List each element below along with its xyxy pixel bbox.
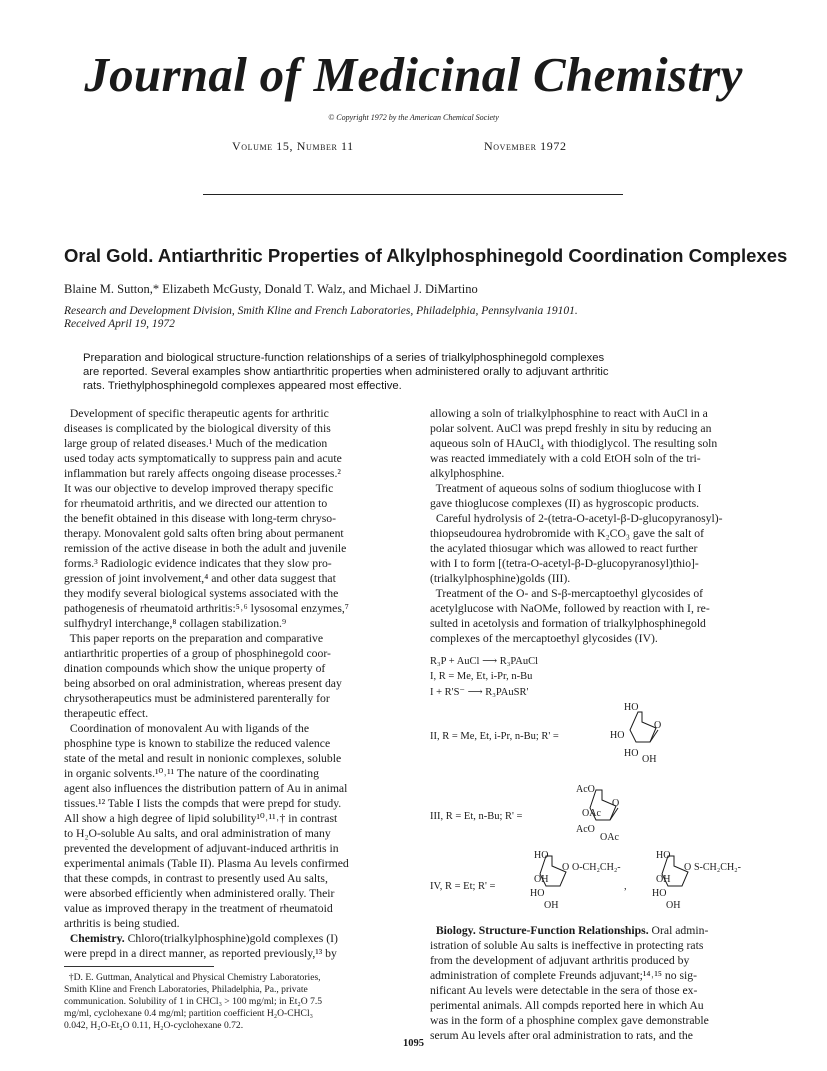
text-line: remission of the active disease in both the adult and juvenile [64, 542, 347, 555]
glucose-ring-iii [560, 782, 640, 846]
affiliation-line: Research and Development Division, Smith Kline and French Laboratories, Philadelphia, Pennsylvania 19101. [64, 305, 578, 317]
received-date: Received April 19, 1972 [64, 318, 175, 330]
text-line: gave thioglucose complexes (II) as hygroscopic products. [430, 497, 700, 510]
text-line: Treatment of aqueous solns of sodium thioglucose with I [430, 482, 702, 495]
text-line: experimental animals (Table II). Plasma Au levels confirmed [64, 857, 349, 870]
text-line: pathogenesis of rheumatoid arthritis:⁵˒⁶ lysosomal enzymes,⁷ [64, 602, 349, 615]
text-line: value as improved therapy in the treatment of rheumatoid [64, 902, 333, 915]
sugar-label: OH [642, 754, 657, 765]
page-number: 1095 [403, 1038, 424, 1049]
abstract-line: rats. Triethylphosphinegold complexes appeared most effective. [83, 380, 402, 392]
sugar-label: HO [624, 702, 639, 713]
ring-bond [630, 712, 656, 742]
compound-ii-label: II, R = Me, Et, i-Pr, n-Bu; R' = [430, 731, 559, 742]
text-line: perimental animals. All compds reported here in which Au [430, 999, 704, 1012]
sugar-label: AcO [576, 784, 595, 795]
text-line: for rheumatoid arthritis, and we directed our attention to [64, 497, 328, 510]
text-line: was in the form of a phosphine complex gave demonstrable [430, 1014, 709, 1027]
text-line: thiopseudourea hydrobromide with K₂CO₃ gave the salt of [430, 527, 704, 540]
right-column [430, 406, 770, 646]
text-line: therapy. Monovalent gold salts often bring about permanent [64, 527, 344, 540]
sugar-label: O [684, 862, 692, 873]
glucose-ring-ii [600, 700, 680, 770]
biology-first-line [430, 923, 770, 938]
text-line: diseases is complicated by the biological diversity of this [64, 422, 331, 435]
text-line: polar solvent. AuCl was prepd freshly in situ by reducing an [430, 422, 712, 435]
text-line: phosphine type is known to stabilize the reduced valence [64, 737, 331, 750]
issue-date: November 1972 [484, 139, 567, 153]
text-line: sulted in acetolysis and formation of trialkylphosphinegold [430, 617, 706, 630]
copyright-notice: © Copyright 1972 by the American Chemical Society [328, 113, 499, 122]
sugar-label: OAc [600, 832, 619, 843]
chemistry-text: Chloro(trialkylphosphine)gold complexes (I) [127, 932, 338, 945]
text-line: gression of joint involvement,⁴ and other data suggest that [64, 572, 336, 585]
text-line: Careful hydrolysis of 2-(tetra-O-acetyl-β-D-glucopyranosyl)- [430, 512, 723, 525]
text-line: It was our objective to develop improved therapy specific [64, 482, 334, 495]
text-line: allowing a soln of trialkylphosphine to react with AuCl in a [430, 407, 708, 420]
text-line: to H₂O-soluble Au salts, and oral administration of many [64, 827, 331, 840]
text-line: chrysotherapeutics must be administered parenterally for [64, 692, 330, 705]
text-line: used today acts symptomatically to suppress pain and acute [64, 452, 342, 465]
text-line: antiarthritic properties of a group of phosphinegold coor- [64, 647, 331, 660]
text-line: with I to form [(tetra-O-acetyl-β-D-glucopyranosyl)thio]- [430, 557, 699, 570]
text-line: inflammation but rarely affects ongoing disease processes.² [64, 467, 341, 480]
chemistry-continued-text [430, 406, 770, 646]
compound-iii-label: III, R = Et, n-Bu; R' = [430, 811, 523, 822]
volume-number: Volume 15, Number 11 [232, 139, 354, 153]
text-line: were absorbed efficiently when administered orally. Their [64, 887, 335, 900]
intro-text [64, 406, 404, 931]
footnote-line: 0.042, H₂O-Et₂O 0.11, H₂O-cyclohexane 0.72. [64, 1020, 244, 1031]
sugar-label: HO [652, 888, 667, 899]
text-line: Coordination of monovalent Au with ligands of the [64, 722, 310, 735]
journal-title: Journal of Medicinal Chemistry [84, 47, 743, 102]
text-line: state of the metal and result in nonionic complexes, soluble [64, 752, 342, 765]
structure-separator: , [624, 881, 627, 892]
text-line: that these compds, in contrast to presently used Au salts, [64, 872, 328, 885]
text-line: in organic solvents.¹⁰˒¹¹ The nature of the coordinating [64, 767, 319, 780]
text-line: they modify several biological systems associated with the [64, 587, 339, 600]
reaction-1-substituents: I, R = Me, Et, i-Pr, n-Bu [430, 671, 533, 682]
abstract-line: Preparation and biological structure-function relationships of a series of trialkylphosphinegold complexes [83, 352, 605, 364]
text-line: forms.³ Radiologic evidence indicates that they slow pro- [64, 557, 332, 570]
reaction-1: R₃P + AuCl ⟶ R₃PAuCl [430, 656, 539, 667]
article-title: Oral Gold. Antiarthritic Properties of Alkylphosphinegold Coordination Complexes [64, 245, 788, 266]
compound-iv-label: IV, R = Et; R' = [430, 881, 496, 892]
text-line: All show a high degree of lipid solubility¹⁰˒¹¹˒† in contrast [64, 812, 338, 825]
chemistry-heading: Chemistry. [69, 932, 125, 945]
sugar-label: OAc [582, 808, 601, 819]
footnote-line: communication. Solubility of 1 in CHCl₃ > 100 mg/ml; in Et₂O 7.5 [64, 996, 323, 1007]
footnote [64, 972, 404, 1032]
sugar-label: HO [610, 730, 625, 741]
text-line: prevented the development of adjuvant-induced arthritis in [64, 842, 339, 855]
glucose-ring-iv-s [636, 848, 756, 914]
author-list: Blaine M. Sutton,* Elizabeth McGusty, Donald T. Walz, and Michael J. DiMartino [64, 282, 478, 296]
chemistry-text-line: were prepd in a direct manner, as reported previously,¹³ by [64, 947, 337, 960]
biology-heading: Biology. Structure-Function Relationships. [435, 924, 649, 937]
text-line: sulfhydryl interchange,⁸ collagen stabilization.⁹ [64, 617, 287, 630]
sugar-label: OH [544, 900, 559, 911]
sugar-label: HO [656, 850, 671, 861]
biology-section [430, 923, 770, 1043]
text-line: agent also influences the distribution pattern of Au in animal [64, 782, 348, 795]
sugar-label: OH [666, 900, 681, 911]
sugar-label: O [654, 720, 662, 731]
sugar-label: AcO [576, 824, 595, 835]
sugar-label: O-CH₂CH₂- [572, 862, 621, 873]
affiliation [64, 305, 578, 331]
text-line: This paper reports on the preparation and comparative [64, 632, 324, 645]
text-line: acetylglucose with NaOMe, followed by reaction with I, re- [430, 602, 710, 615]
biology-text-lines [430, 938, 770, 1043]
sugar-label: HO [530, 888, 545, 899]
text-line: large group of related diseases.¹ Much of the medication [64, 437, 328, 450]
header-divider [203, 194, 623, 195]
text-line: nificant Au levels were detectable in the sera of those ex- [430, 984, 698, 997]
text-line: Treatment of the O- and S-β-mercaptoethyl glycosides of [430, 587, 704, 600]
sugar-label: S-CH₂CH₂- [694, 862, 741, 873]
footnote-divider [64, 966, 214, 967]
text-line: arthritis is being studied. [64, 917, 180, 930]
text-line: complexes of the mercaptoethyl glycosides (IV). [430, 632, 658, 645]
text-line: istration of soluble Au salts is ineffective in protecting rats [430, 939, 704, 952]
footnote-line: mg/ml, cyclohexane 0.4 mg/ml; partition coefficient H₂O-CHCl₃ [64, 1008, 313, 1019]
reaction-2: I + R'S⁻ ⟶ R₃PAuSR' [430, 687, 529, 698]
text-line: aqueous soln of HAuCl₄ with thiodiglycol. The resulting soln [430, 437, 718, 450]
text-line: dination compounds which show the unique property of [64, 662, 326, 675]
sugar-label: OH [656, 874, 671, 885]
text-line: Development of specific therapeutic agents for arthritic [64, 407, 329, 420]
sugar-label: HO [534, 850, 549, 861]
glucose-ring-iv-o [514, 848, 624, 914]
left-column [64, 406, 404, 961]
sugar-label: O [562, 862, 570, 873]
sugar-label: O [612, 798, 620, 809]
text-line: administration of complete Freunds adjuvant;¹⁴˒¹⁵ no sig- [430, 969, 698, 982]
biology-text: Oral admin- [648, 924, 709, 937]
text-line: alkylphosphine. [430, 467, 505, 480]
text-line: the acylated thiosugar which was allowed to react further [430, 542, 698, 555]
sugar-label: HO [624, 748, 639, 759]
text-line: was reacted immediately with a cold EtOH soln of the tri- [430, 452, 701, 465]
text-line: the benefit obtained in this disease with long-term chryso- [64, 512, 336, 525]
text-line: therapeutic effect. [64, 707, 149, 720]
text-line: serum Au levels after oral administration to rats, and the [430, 1029, 693, 1042]
text-line: from the development of adjuvant arthritis produced by [430, 954, 690, 967]
text-line: being absorbed on oral administration, whereas present day [64, 677, 342, 690]
text-line: (trialkylphosphine)golds (III). [430, 572, 571, 585]
footnote-line: Smith Kline and French Laboratories, Philadelphia, Pa., private [64, 984, 308, 995]
sugar-label: OH [534, 874, 549, 885]
footnote-line: †D. E. Guttman, Analytical and Physical Chemistry Laboratories, [64, 972, 321, 983]
text-line: tissues.¹² Table I lists the compds that were prepd for study. [64, 797, 342, 810]
abstract-line: are reported. Several examples show antiarthritic properties when administered orally to adjuvant arthritic [83, 366, 609, 378]
abstract [83, 351, 763, 393]
chemistry-paragraph-first-line [64, 931, 404, 946]
